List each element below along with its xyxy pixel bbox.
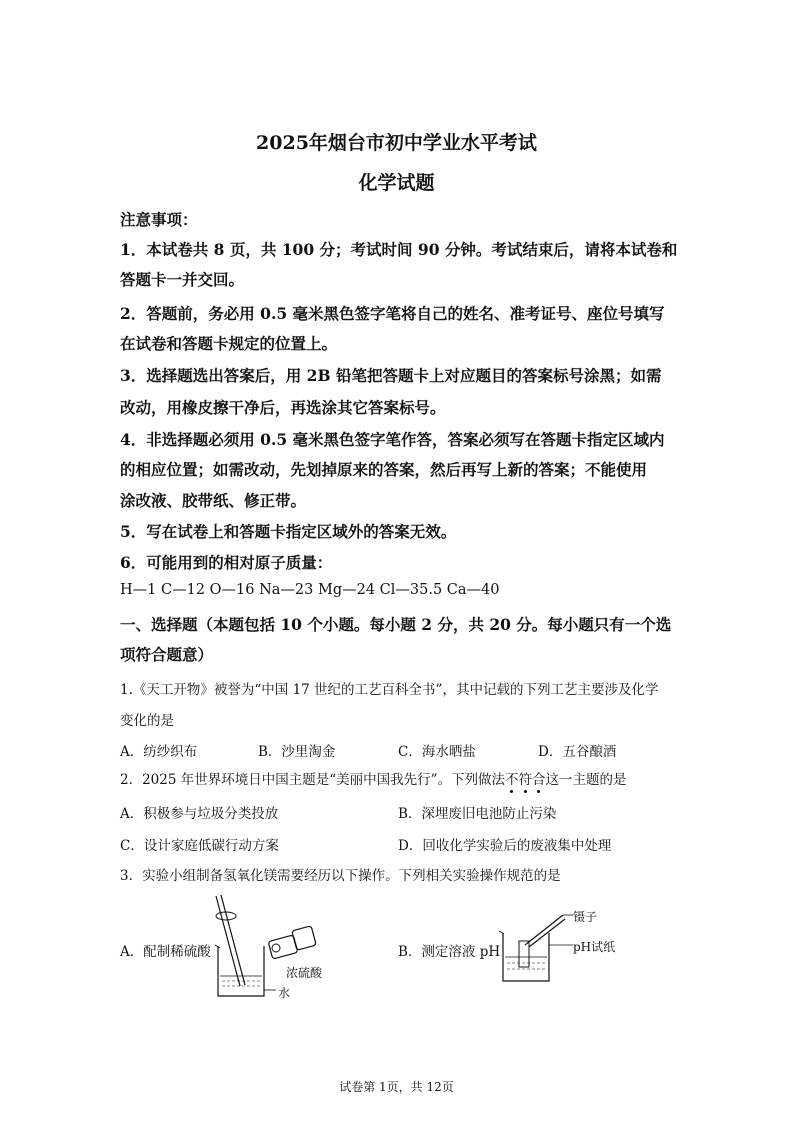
notice-line: 4．非选择题必须用 0.5 毫米黑色签字笔作答，答案必须写在答题卡指定区域内 (120, 430, 665, 449)
q1-stem: 1.《天工开物》被誉为“中国 17 世纪的工艺百科全书”，其中记载的下列工艺主要涉及化学 (120, 682, 659, 698)
q2-stem: 2．2025 年世界环境日中国主题是“美丽中国我先行”。下列做法不符合这一主题的是 (120, 772, 627, 788)
dilute-acid-apparatus (210, 890, 340, 1010)
q2-option-c: C．设计家庭低碳行动方案 (120, 838, 279, 854)
q1-option-c: C．海水晒盐 (398, 744, 476, 760)
notice-line: 答题卡一并交回。 (120, 270, 245, 289)
section-heading: 一、选择题（本题包括 10 个小题。每小题 2 分，共 20 分。每小题只有一个选 (120, 615, 672, 634)
notice-line: 改动，用橡皮擦干净后，再选涂其它答案标号。 (120, 398, 446, 417)
page-footer: 试卷第 1页，共 12页 (339, 1080, 454, 1094)
section-heading: 项符合题意） (120, 645, 214, 664)
notice-heading: 注意事项： (120, 210, 198, 229)
q1-option-a: A．纺纱织布 (120, 744, 198, 760)
notice-line: 在试卷和答题卡规定的位置上。 (120, 334, 338, 353)
q3-option-a: A．配制稀硫酸 (120, 944, 211, 960)
notice-line: 1．本试卷共 8 页，共 100 分；考试时间 90 分钟。考试结束后，请将本试卷和 (120, 240, 678, 259)
q2-option-a: A．积极参与垃圾分类投放 (120, 806, 279, 822)
notice-line: 6．可能用到的相对原子质量： (120, 553, 333, 572)
exam-subtitle: 化学试题 (358, 172, 435, 194)
notice-line: 5．写在试卷上和答题卡指定区域外的答案无效。 (120, 522, 457, 541)
q1-option-d: D．五谷酿酒 (538, 744, 617, 760)
notice-line: 涂改液、胶带纸、修正带。 (120, 491, 307, 510)
q1-stem: 变化的是 (120, 713, 174, 729)
q1-option-b: B．沙里淘金 (258, 744, 336, 760)
emphasis-char: 符 (518, 772, 533, 788)
exam-title: 2025年烟台市初中学业水平考试 (256, 132, 537, 154)
notice-line: 3．选择题选出答案后，用 2B 铅笔把答题卡上对应题目的答案标号涂黑；如需 (120, 366, 662, 385)
q3-option-b: B．测定溶液 pH (398, 944, 501, 960)
ph-test-apparatus (495, 905, 575, 985)
notice-line: 2．答题前，务必用 0.5 毫米黑色签字笔将自己的姓名、准考证号、座位号填写 (120, 304, 665, 323)
q2-option-d: D．回收化学实验后的废液集中处理 (398, 838, 612, 854)
notice-line: 的相应位置；如需改动，先划掉原来的答案，然后再写上新的答案；不能使用 (120, 460, 648, 479)
q3-stem: 3．实验小组制备氢氧化镁需要经历以下操作。下列相关实验操作规范的是 (120, 868, 561, 884)
label-conc-acid: 浓硫酸 (286, 966, 323, 980)
emphasis-char: 不 (505, 772, 519, 788)
atomic-masses: H—1 C—12 O—16 Na—23 Mg—24 Cl—35.5 Ca—40 (120, 582, 500, 598)
emphasis-char: 合 (532, 772, 546, 788)
q2-option-b: B．深埋废旧电池防止污染 (398, 806, 557, 822)
label-tweezers: 镊子 (573, 910, 598, 924)
label-ph-paper: pH试纸 (573, 940, 616, 954)
label-water: 水 (278, 986, 291, 1000)
